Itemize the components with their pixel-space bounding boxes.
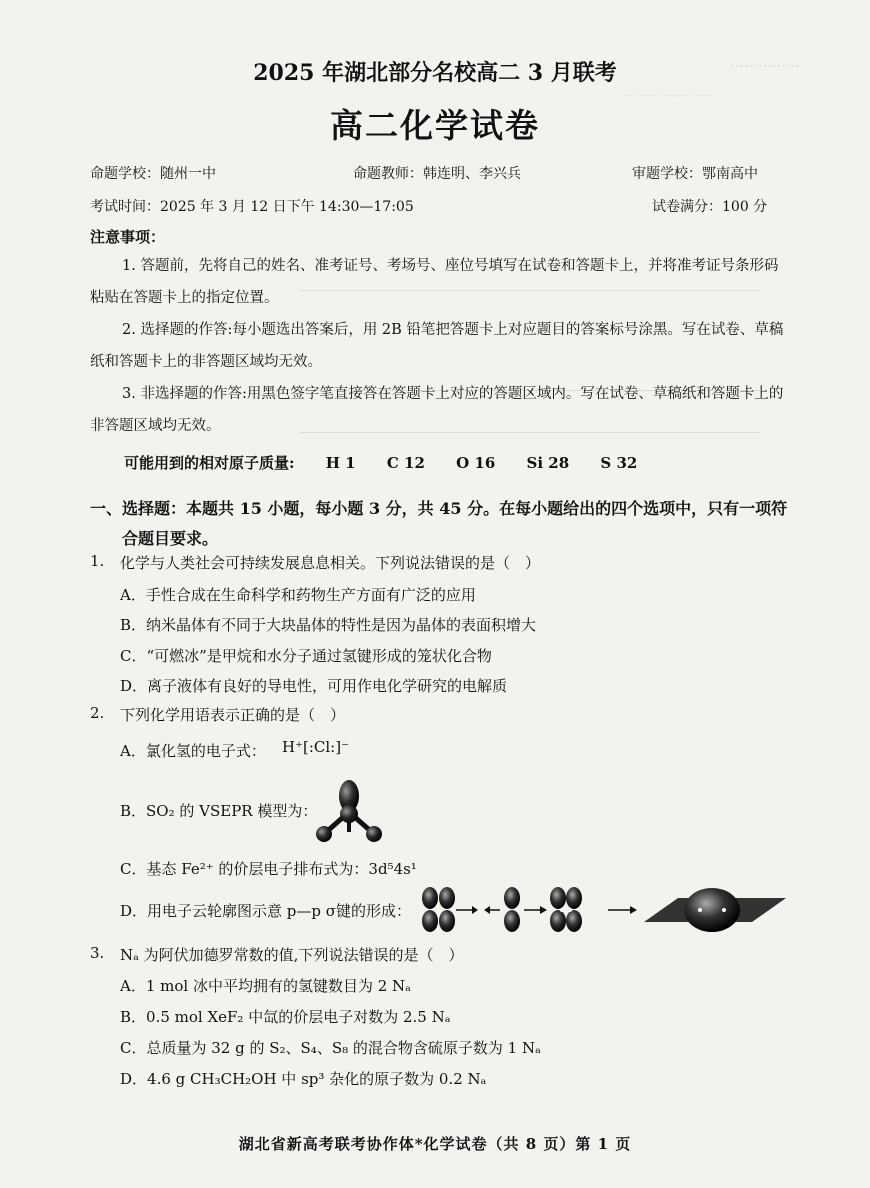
bleed-through-text: ⋯⋯⋯⋯⋯⋯⋯ — [620, 88, 718, 104]
page-footer: 湖北省新高考联考协作体*化学试卷（共 8 页）第 1 页 — [238, 1135, 632, 1153]
atomic-mass-item: S 32 — [600, 454, 638, 472]
vsepr-model-image — [312, 776, 386, 846]
question-stem: 下列化学用语表示正确的是（ ） — [120, 706, 346, 724]
option-d: D．用电子云轮廓图示意 p—p σ键的形成： — [120, 902, 412, 920]
atomic-mass-item: H 1 — [325, 454, 356, 472]
option-a: A．氯化氢的电子式： — [120, 742, 266, 760]
question-number: 1. — [90, 552, 105, 570]
option-d: D．4.6 g CH₃CH₂OH 中 sp³ 杂化的原子数为 0.2 Nₐ — [120, 1070, 487, 1088]
exam-title: 2025 年湖北部分名校高二 3 月联考 — [253, 60, 617, 86]
notice-list — [90, 250, 790, 442]
option-c: C．基态 Fe²⁺ 的价层电子排布式为：3d⁵4s¹ — [120, 860, 417, 878]
notice-heading: 注意事项： — [90, 228, 166, 246]
setting-school: 命题学校：随州一中 — [90, 166, 216, 182]
option-b: B．SO₂ 的 VSEPR 模型为： — [120, 802, 318, 820]
option-c: C．总质量为 32 g 的 S₂、S₄、S₈ 的混合物含硫原子数为 1 Nₐ — [120, 1039, 541, 1057]
review-school: 审题学校：鄂南高中 — [632, 166, 758, 182]
atomic-mass-item: O 16 — [456, 454, 496, 472]
setting-teachers: 命题教师：韩连明、李兴兵 — [353, 166, 521, 182]
p-p-sigma-bond-diagram — [420, 884, 786, 936]
exam-time: 考试时间：2025 年 3 月 12 日下午 14:30—17:05 — [90, 199, 414, 215]
section-heading — [90, 494, 790, 554]
section-line: 一、选择题：本题共 15 小题，每小题 3 分，共 45 分。在每小题给出的四个选项中，只有一项符 — [90, 499, 788, 518]
atomic-mass-label: 可能用到的相对原子质量: — [124, 454, 295, 472]
atomic-mass-item: Si 28 — [526, 454, 570, 472]
notice-item: 2. 选择题的作答:每小题选出答案后，用 2B 铅笔把答题卡上对应题目的答案标号涂黑。写在试卷、草稿纸和答题卡上的非答题区域均无效。 — [90, 322, 784, 370]
full-score: 试卷满分：100 分 — [652, 199, 768, 215]
subject-title: 高二化学试卷 — [330, 106, 540, 145]
electron-formula: H⁺[:Cl:]⁻ — [282, 738, 350, 756]
atomic-mass-item: C 12 — [386, 454, 425, 472]
option-c: C．“可燃冰”是甲烷和水分子通过氢键形成的笼状化合物 — [120, 647, 492, 665]
option-a: A．手性合成在生命科学和药物生产方面有广泛的应用 — [120, 586, 476, 604]
option-b: B．0.5 mol XeF₂ 中氙的价层电子对数为 2.5 Nₐ — [120, 1008, 451, 1026]
bleed-through-text: ⋯⋯⋯⋯⋯ — [730, 58, 800, 74]
question-stem: Nₐ 为阿伏加德罗常数的值,下列说法错误的是（ ） — [120, 946, 464, 964]
option-a: A．1 mol 冰中平均拥有的氢键数目为 2 Nₐ — [120, 977, 411, 995]
atomic-mass-line — [124, 452, 663, 473]
question-number: 2. — [90, 704, 105, 722]
notice-item: 1. 答题前，先将自己的姓名、准考证号、考场号、座位号填写在试卷和答题卡上，并将准考证号条形码粘贴在答题卡上的指定位置。 — [90, 258, 779, 306]
notice-item: 3. 非选择题的作答:用黑色签字笔直接答在答题卡上对应的答题区域内。写在试卷、草稿纸和答题卡上的非答题区域均无效。 — [90, 386, 784, 434]
option-d: D．离子液体有良好的导电性，可用作电化学研究的电解质 — [120, 677, 508, 695]
section-line: 合题目要求。 — [122, 529, 219, 548]
question-stem: 化学与人类社会可持续发展息息相关。下列说法错误的是（ ） — [120, 554, 541, 572]
option-b: B．纳米晶体有不同于大块晶体的特性是因为晶体的表面积增大 — [120, 616, 537, 634]
question-number: 3. — [90, 944, 105, 962]
